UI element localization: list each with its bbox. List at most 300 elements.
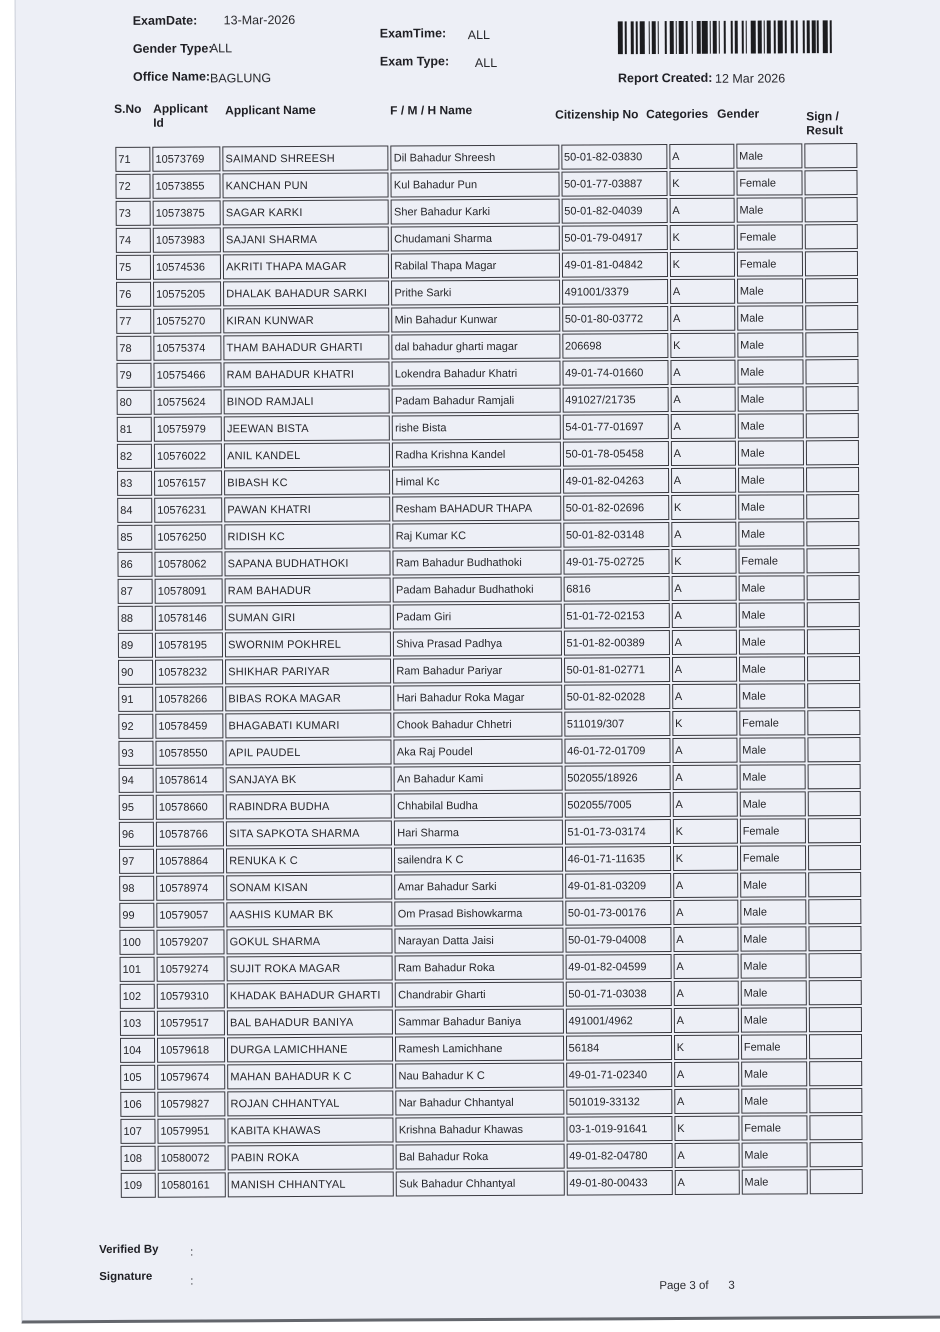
citizenship-no: 46-01-71-11635 xyxy=(565,846,671,872)
sno: 92 xyxy=(118,714,153,739)
sign-result xyxy=(805,359,858,384)
sign-result xyxy=(807,710,860,735)
sign-result xyxy=(806,413,859,438)
sno: 105 xyxy=(120,1065,155,1090)
fmh-name: dal bahadur gharti magar xyxy=(392,334,560,360)
applicant-id: 10573875 xyxy=(153,200,221,225)
applicant-name: KHADAK BAHADUR GHARTI xyxy=(227,982,393,1008)
applicant-name: APIL PAUDEL xyxy=(226,739,392,765)
citizenship-no: 51-01-72-02153 xyxy=(563,603,669,629)
page-number-total: 3 xyxy=(728,1279,735,1292)
citizenship-no: 511019/307 xyxy=(564,711,670,737)
sign-result xyxy=(807,737,860,762)
table-row xyxy=(120,1115,862,1144)
gender: Male xyxy=(739,683,805,708)
table-row xyxy=(121,1169,863,1198)
applicant-id: 10580072 xyxy=(158,1145,226,1170)
gender: Female xyxy=(740,818,806,843)
citizenship-no: 50-01-82-03148 xyxy=(563,522,669,548)
sno: 89 xyxy=(118,633,153,658)
gender: Female xyxy=(737,224,803,249)
table-row xyxy=(115,143,857,172)
applicant-id: 10578974 xyxy=(156,875,224,900)
sno: 104 xyxy=(120,1038,155,1063)
page-number-label: Page 3 of xyxy=(659,1279,709,1293)
table-row xyxy=(117,413,859,442)
table-row xyxy=(118,575,860,604)
category: A xyxy=(671,468,736,493)
citizenship-no: 491001/3379 xyxy=(562,279,668,305)
sign-result xyxy=(806,575,859,600)
table-row xyxy=(118,602,860,631)
table-row xyxy=(116,332,858,361)
applicant-id: 10574536 xyxy=(153,254,221,279)
sno: 95 xyxy=(119,795,154,820)
citizenship-no: 491027/21735 xyxy=(562,387,668,413)
table-row xyxy=(116,197,858,226)
category: A xyxy=(672,657,737,682)
applicant-name: BAL BAHADUR BANIYA xyxy=(227,1009,393,1035)
gender: Male xyxy=(736,197,802,222)
sno: 73 xyxy=(116,201,151,226)
sign-result xyxy=(808,845,861,870)
sno: 75 xyxy=(116,255,151,280)
applicant-name: BHAGABATI KUMARI xyxy=(225,712,391,738)
sno: 100 xyxy=(119,930,154,955)
applicant-name: AASHIS KUMAR BK xyxy=(226,901,392,927)
table-row xyxy=(119,791,861,820)
gender: Female xyxy=(741,1115,807,1140)
column-header-gender: Gender xyxy=(717,106,760,121)
sign-result xyxy=(804,197,857,222)
table-row xyxy=(119,845,861,874)
citizenship-no: 6816 xyxy=(563,576,669,602)
gender: Male xyxy=(737,332,803,357)
sno: 102 xyxy=(120,984,155,1009)
category: K xyxy=(670,333,735,358)
citizenship-no: 49-01-81-04842 xyxy=(561,252,667,278)
category: A xyxy=(674,1089,739,1114)
applicant-id: 10579827 xyxy=(157,1091,225,1116)
sign-result xyxy=(805,305,858,330)
fmh-name: Kul Bahadur Pun xyxy=(391,172,559,198)
citizenship-no: 49-01-71-02340 xyxy=(566,1062,672,1088)
applicant-id: 10575205 xyxy=(153,281,221,306)
table-row xyxy=(116,251,858,280)
signature-label: Signature xyxy=(99,1270,153,1284)
category: A xyxy=(672,684,737,709)
fmh-name: Chandrabir Gharti xyxy=(395,982,563,1008)
table-row xyxy=(116,305,858,334)
category: A xyxy=(669,198,734,223)
sign-result xyxy=(808,899,861,924)
gender: Male xyxy=(739,656,805,681)
category: A xyxy=(672,738,737,763)
applicant-name: SAIMAND SHREESH xyxy=(222,146,388,172)
citizenship-no: 49-01-82-04599 xyxy=(565,954,671,980)
gender: Male xyxy=(741,1007,807,1032)
table-row xyxy=(117,521,859,550)
fmh-name: Krishna Bahadur Khawas xyxy=(396,1117,564,1143)
applicant-name: KABITA KHAWAS xyxy=(228,1117,394,1143)
category: K xyxy=(673,819,738,844)
gender: Male xyxy=(741,1061,807,1086)
applicant-id: 10576231 xyxy=(154,497,222,522)
sign-result xyxy=(808,926,861,951)
sign-result xyxy=(808,818,861,843)
sign-result xyxy=(805,386,858,411)
category: K xyxy=(671,549,736,574)
exam-time-label: ExamTime: xyxy=(379,26,447,41)
sign-result xyxy=(805,332,858,357)
category: A xyxy=(674,1170,739,1195)
fmh-name: Chook Bahadur Chhetri xyxy=(394,712,562,738)
fmh-name: Hari Bahadur Roka Magar xyxy=(393,685,561,711)
fmh-name: Suk Bahadur Chhantyal xyxy=(396,1171,564,1197)
fmh-name: Ram Bahadur Pariyar xyxy=(393,658,561,684)
applicant-name: AKRITI THAPA MAGAR xyxy=(223,253,389,279)
table-row xyxy=(119,872,861,901)
gender: Male xyxy=(738,467,804,492)
column-header-categories: Categories xyxy=(646,106,709,122)
column-header-applicant-name: Applicant Name xyxy=(225,102,316,118)
office-name-value: BAGLUNG xyxy=(209,71,272,86)
category: K xyxy=(674,1116,739,1141)
sign-result xyxy=(805,251,858,276)
gender: Male xyxy=(738,413,804,438)
exam-type-label: Exam Type: xyxy=(379,54,450,69)
fmh-name: sailendra K C xyxy=(394,847,562,873)
citizenship-no: 50-01-73-00176 xyxy=(565,900,671,926)
gender: Male xyxy=(741,1169,807,1194)
table-row xyxy=(121,1142,863,1171)
sign-result xyxy=(806,494,859,519)
category: A xyxy=(670,387,735,412)
table-row xyxy=(118,737,860,766)
column-header-fmh-name: F / M / H Name xyxy=(390,103,473,118)
sno: 86 xyxy=(117,552,152,577)
gender: Female xyxy=(740,845,806,870)
gender: Male xyxy=(738,494,804,519)
category: A xyxy=(671,576,736,601)
gender: Male xyxy=(738,575,804,600)
applicant-name: BIBAS ROKA MAGAR xyxy=(225,685,391,711)
sno: 76 xyxy=(116,282,151,307)
fmh-name: Padam Bahadur Ramjali xyxy=(392,388,560,414)
fmh-name: Hari Sharma xyxy=(394,820,562,846)
fmh-name: Chudamani Sharma xyxy=(391,226,559,252)
fmh-name: Sher Bahadur Karki xyxy=(391,199,559,225)
citizenship-no: 49-01-80-00433 xyxy=(566,1170,672,1196)
applicant-name: SWORNIM POKHREL xyxy=(225,631,391,657)
fmh-name: Amar Bahadur Sarki xyxy=(394,874,562,900)
report-created-value: 12 Mar 2026 xyxy=(714,71,786,86)
applicant-name: RAM BAHADUR KHATRI xyxy=(224,361,390,387)
applicant-name: KIRAN KUNWAR xyxy=(223,307,389,333)
gender: Male xyxy=(738,521,804,546)
applicant-name: JEEWAN BISTA xyxy=(224,415,390,441)
category: K xyxy=(669,171,734,196)
applicant-id: 10579618 xyxy=(157,1037,225,1062)
applicant-name: PABIN ROKA xyxy=(228,1144,394,1170)
fmh-name: Radha Krishna Kandel xyxy=(392,442,560,468)
applicant-table xyxy=(113,141,865,1200)
citizenship-no: 50-01-81-02771 xyxy=(564,657,670,683)
gender: Male xyxy=(736,143,802,168)
column-header-citizenship-no: Citizenship No xyxy=(555,107,639,122)
citizenship-no: 50-01-79-04008 xyxy=(565,927,671,953)
category: A xyxy=(673,981,738,1006)
citizenship-no: 49-01-81-03209 xyxy=(565,873,671,899)
gender: Male xyxy=(740,872,806,897)
citizenship-no: 49-01-82-04780 xyxy=(566,1143,672,1169)
category: A xyxy=(674,1008,739,1033)
sno: 74 xyxy=(116,228,151,253)
fmh-name: Ramesh Lamichhane xyxy=(395,1036,563,1062)
table-row xyxy=(119,818,861,847)
citizenship-no: 54-01-77-01697 xyxy=(562,414,668,440)
applicant-id: 10578550 xyxy=(155,740,223,765)
category: A xyxy=(670,360,735,385)
sno: 78 xyxy=(116,336,151,361)
gender: Male xyxy=(740,926,806,951)
sign-result xyxy=(807,629,860,654)
applicant-id: 10578195 xyxy=(155,632,223,657)
category: A xyxy=(673,900,738,925)
applicant-name: THAM BAHADUR GHARTI xyxy=(223,334,389,360)
fmh-name: rishe Bista xyxy=(392,415,560,441)
applicant-id: 10578146 xyxy=(155,605,223,630)
fmh-name: Lokendra Bahadur Khatri xyxy=(392,361,560,387)
sign-result xyxy=(809,1142,862,1167)
sno: 72 xyxy=(115,174,150,199)
applicant-name: SANJAYA BK xyxy=(226,766,392,792)
gender: Male xyxy=(739,737,805,762)
applicant-table-body xyxy=(115,143,862,1198)
sign-result xyxy=(807,656,860,681)
category: A xyxy=(671,522,736,547)
fmh-name: Min Bahadur Kunwar xyxy=(392,307,560,333)
sno: 106 xyxy=(120,1092,155,1117)
table-row xyxy=(118,629,860,658)
sno: 85 xyxy=(117,525,152,550)
table-row xyxy=(118,656,860,685)
fmh-name: Padam Giri xyxy=(393,604,561,630)
sno: 79 xyxy=(116,363,151,388)
applicant-name: SAJANI SHARMA xyxy=(223,226,389,252)
sign-result xyxy=(808,953,861,978)
table-row xyxy=(117,548,859,577)
gender: Male xyxy=(739,602,805,627)
applicant-id: 10576250 xyxy=(154,524,222,549)
sno: 96 xyxy=(119,822,154,847)
gender-type-value: ALL xyxy=(209,41,233,56)
sno: 101 xyxy=(120,957,155,982)
column-header-sno: S.No xyxy=(114,101,142,116)
applicant-id: 10578266 xyxy=(155,686,223,711)
applicant-id: 10576022 xyxy=(154,443,222,468)
sign-result xyxy=(809,1061,862,1086)
applicant-id: 10578091 xyxy=(155,578,223,603)
sign-result xyxy=(808,791,861,816)
column-header-applicant-id: Applicant Id xyxy=(153,101,208,130)
applicant-id: 10579207 xyxy=(156,929,224,954)
citizenship-no: 50-01-79-04917 xyxy=(561,225,667,251)
citizenship-no: 502055/18926 xyxy=(564,765,670,791)
applicant-name: ROJAN CHHANTYAL xyxy=(227,1090,393,1116)
category: A xyxy=(674,1062,739,1087)
applicant-name: MANISH CHHANTYAL xyxy=(228,1171,394,1197)
sno: 109 xyxy=(121,1173,156,1198)
fmh-name: Narayan Datta Jaisi xyxy=(395,928,563,954)
sign-result xyxy=(809,980,862,1005)
sign-result xyxy=(806,440,859,465)
category: A xyxy=(670,279,735,304)
scanned-page xyxy=(15,0,940,1323)
fmh-name: Nau Bahadur K C xyxy=(395,1063,563,1089)
citizenship-no: 206698 xyxy=(562,333,668,359)
sno: 81 xyxy=(117,417,152,442)
gender: Female xyxy=(736,170,802,195)
table-row xyxy=(120,1007,862,1036)
category: A xyxy=(673,873,738,898)
gender: Male xyxy=(739,764,805,789)
applicant-name: DHALAK BAHADUR SARKI xyxy=(223,280,389,306)
applicant-id: 10575270 xyxy=(153,308,221,333)
gender: Male xyxy=(741,1142,807,1167)
category: A xyxy=(673,927,738,952)
applicant-name: BIBASH KC xyxy=(224,469,390,495)
applicant-name: SONAM KISAN xyxy=(226,874,392,900)
applicant-id: 10580161 xyxy=(158,1172,226,1197)
table-row xyxy=(120,1061,862,1090)
citizenship-no: 03-1-019-91641 xyxy=(566,1116,672,1142)
gender: Male xyxy=(737,359,803,384)
gender: Female xyxy=(741,1034,807,1059)
citizenship-no: 46-01-72-01709 xyxy=(564,738,670,764)
fmh-name: Padam Bahadur Budhathoki xyxy=(393,577,561,603)
applicant-id: 10575624 xyxy=(154,389,222,414)
sign-result xyxy=(809,1088,862,1113)
applicant-name: SAPANA BUDHATHOKI xyxy=(225,550,391,576)
sno: 90 xyxy=(118,660,153,685)
sign-result xyxy=(806,548,859,573)
table-row xyxy=(116,278,858,307)
citizenship-no: 50-01-82-02696 xyxy=(563,495,669,521)
fmh-name: Om Prasad Bishowkarma xyxy=(395,901,563,927)
gender: Male xyxy=(737,278,803,303)
applicant-name: SHIKHAR PARIYAR xyxy=(225,658,391,684)
exam-date-label: ExamDate: xyxy=(132,13,198,28)
citizenship-no: 50-01-71-03038 xyxy=(565,981,671,1007)
sno: 107 xyxy=(120,1119,155,1144)
table-row xyxy=(117,494,859,523)
applicant-id: 10579274 xyxy=(157,956,225,981)
category: K xyxy=(670,252,735,277)
category: K xyxy=(671,495,736,520)
exam-type-value: ALL xyxy=(474,55,498,71)
citizenship-no: 56184 xyxy=(566,1035,672,1061)
gender: Male xyxy=(741,1088,807,1113)
sno: 103 xyxy=(120,1011,155,1036)
fmh-name: Shiva Prasad Padhya xyxy=(393,631,561,657)
office-name-label: Office Name: xyxy=(132,69,211,84)
applicant-id: 10573769 xyxy=(152,146,220,171)
fmh-name: Himal Kc xyxy=(392,469,560,495)
citizenship-no: 50-01-82-02028 xyxy=(564,684,670,710)
gender: Male xyxy=(739,791,805,816)
table-row xyxy=(115,170,857,199)
sign-result xyxy=(809,1007,862,1032)
gender: Male xyxy=(740,899,806,924)
table-row xyxy=(117,467,859,496)
sign-result xyxy=(809,1115,862,1140)
citizenship-no: 50-01-82-03830 xyxy=(561,144,667,170)
applicant-id: 10575374 xyxy=(153,335,221,360)
table-row xyxy=(117,386,859,415)
fmh-name: An Bahadur Kami xyxy=(394,766,562,792)
applicant-id: 10578614 xyxy=(156,767,224,792)
citizenship-no: 50-01-77-03887 xyxy=(561,171,667,197)
category: A xyxy=(672,792,737,817)
category: A xyxy=(669,144,734,169)
fmh-name: Ram Bahadur Budhathoki xyxy=(393,550,561,576)
applicant-id: 10578062 xyxy=(154,551,222,576)
table-row xyxy=(119,899,861,928)
category: K xyxy=(673,846,738,871)
category: A xyxy=(673,954,738,979)
fmh-name: Nar Bahadur Chhantyal xyxy=(396,1090,564,1116)
sign-result xyxy=(810,1169,863,1194)
gender: Male xyxy=(737,386,803,411)
applicant-id: 10579310 xyxy=(157,983,225,1008)
applicant-id: 10578232 xyxy=(155,659,223,684)
fmh-name: Rabilal Thapa Magar xyxy=(391,253,559,279)
sno: 94 xyxy=(119,768,154,793)
fmh-name: Sammar Bahadur Baniya xyxy=(395,1009,563,1035)
sno: 91 xyxy=(118,687,153,712)
category: A xyxy=(671,603,736,628)
verified-by-colon: : xyxy=(190,1246,194,1259)
sno: 108 xyxy=(121,1146,156,1171)
table-row xyxy=(119,926,861,955)
applicant-name: PAWAN KHATRI xyxy=(224,496,390,522)
category: A xyxy=(674,1143,739,1168)
sno: 93 xyxy=(118,741,153,766)
fmh-name: Chhabilal Budha xyxy=(394,793,562,819)
table-row xyxy=(118,683,860,712)
table-row xyxy=(119,764,861,793)
category: A xyxy=(671,441,736,466)
applicant-id: 10579517 xyxy=(157,1010,225,1035)
fmh-name: Bal Bahadur Roka xyxy=(396,1144,564,1170)
table-row xyxy=(120,953,862,982)
sno: 71 xyxy=(115,147,150,172)
applicant-id: 10576157 xyxy=(154,470,222,495)
applicant-id: 10575466 xyxy=(154,362,222,387)
fmh-name: Raj Kumar KC xyxy=(393,523,561,549)
fmh-name: Resham BAHADUR THAPA xyxy=(393,496,561,522)
signature-colon: : xyxy=(190,1275,194,1288)
applicant-id: 10578459 xyxy=(155,713,223,738)
gender: Male xyxy=(740,980,806,1005)
applicant-name: SAGAR KARKI xyxy=(223,199,389,225)
applicant-name: RAM BAHADUR xyxy=(225,577,391,603)
category: A xyxy=(672,630,737,655)
applicant-name: SUJIT ROKA MAGAR xyxy=(227,955,393,981)
citizenship-no: 491001/4962 xyxy=(565,1008,671,1034)
table-row xyxy=(120,1088,862,1117)
